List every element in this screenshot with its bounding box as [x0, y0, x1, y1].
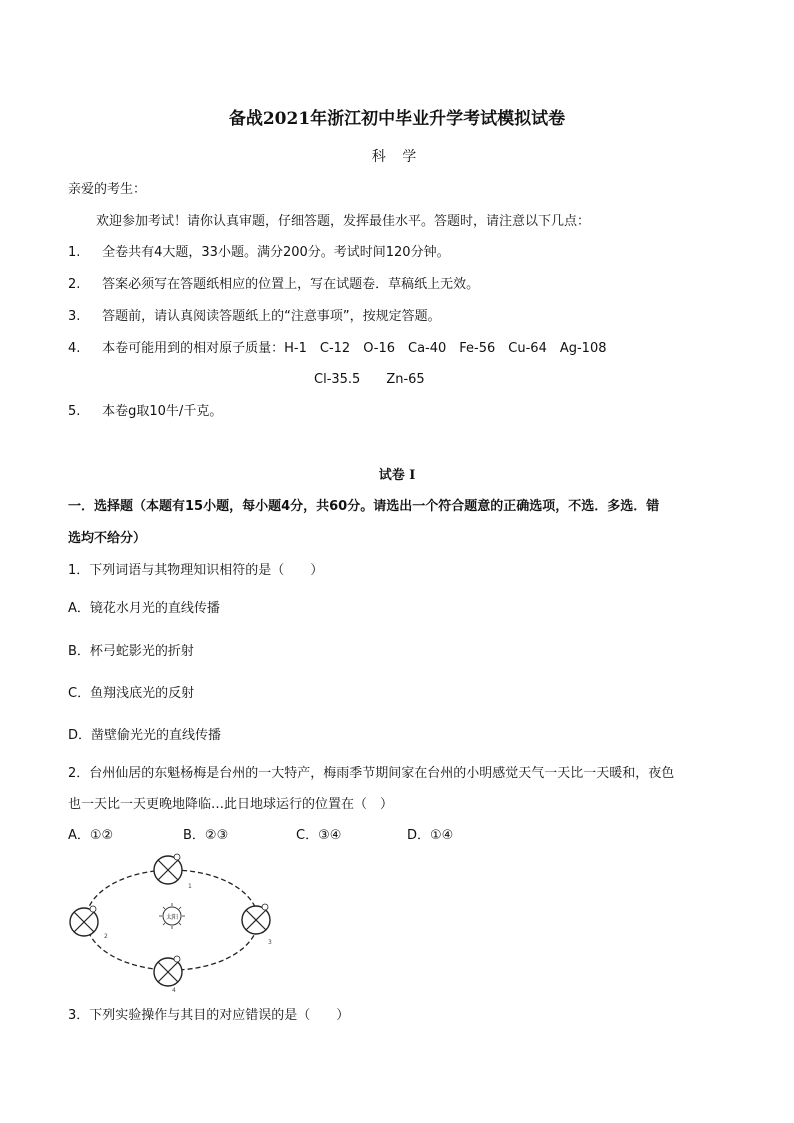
rule-number: 3.: [68, 309, 81, 324]
question-1-option-a: A．镜花水月光的直线传播: [68, 601, 220, 616]
rule-item: [68, 337, 607, 356]
rule-4-continuation: Cl-35.5 Zn-65: [314, 372, 425, 387]
rule-item: [68, 241, 450, 260]
question-3-stem: 3．下列实验操作与其目的对应错误的是（ ）: [68, 1008, 350, 1023]
sun-label: 太阳: [165, 914, 179, 921]
question-2-stem-line2: 也一天比一天更晚地降临…此日地球运行的位置在（ ）: [68, 797, 394, 812]
question-2-option-b: B．②③: [183, 828, 229, 843]
subject-label: 科 学: [371, 149, 423, 165]
question-2-stem-line1: 2．台州仙居的东魁杨梅是台州的一大特产，梅雨季节期间家在台州的小明感觉天气一天比一天暖和，夜色: [68, 766, 675, 781]
question-1-option-c: C．鱼翔浅底光的反射: [68, 686, 195, 701]
question-1-option-d: D．凿壁偷光光的直线传播: [68, 728, 222, 743]
earth-icon: [154, 854, 182, 884]
question-1-stem: 1．下列词语与其物理知识相符的是（ ）: [68, 563, 324, 578]
position-label: 2: [104, 933, 108, 940]
earth-icon: [154, 956, 182, 986]
position-label: 4: [172, 987, 176, 994]
rule-text: 本卷g取10牛/千克。: [102, 404, 223, 419]
rule-number: 1.: [68, 245, 81, 260]
exam-title: 备战2021年浙江初中毕业升学考试模拟试卷: [228, 109, 566, 129]
question-2-option-d: D．①④: [407, 828, 454, 843]
question-2-option-c: C．③④: [296, 828, 342, 843]
rule-text: 答题前，请认真阅读答题纸上的“注意事项”，按规定答题。: [102, 309, 441, 324]
rule-number: 2.: [68, 277, 81, 292]
paper-label: 试卷 I: [378, 468, 416, 483]
rule-text: 本卷可能用到的相对原子质量：H-1 C-12 O-16 Ca-40 Fe-56 Cu-64 Ag-108: [102, 341, 607, 356]
sun-icon: [159, 903, 185, 929]
rule-number: 4.: [68, 341, 81, 356]
earth-icon: [70, 906, 98, 936]
rule-text: 答案必须写在答题纸相应的位置上，写在试题卷．草稿纸上无效。: [102, 277, 480, 292]
rule-item: [68, 273, 479, 292]
greeting: 亲爱的考生：: [68, 182, 147, 197]
question-2-option-a: A．①②: [68, 828, 114, 843]
rule-item: [68, 305, 441, 324]
welcome-text: 欢迎参加考试！请你认真审题，仔细答题，发挥最佳水平。答题时，请注意以下几点：: [96, 214, 591, 229]
rule-item: [68, 400, 222, 419]
position-label: 3: [268, 939, 272, 946]
rule-text: 全卷共有4大题，33小题。满分200分。考试时间120分钟。: [102, 245, 450, 260]
earth-orbit-figure: [60, 848, 300, 996]
section-heading-line2: 选均不给分）: [68, 531, 147, 546]
earth-icon: [242, 904, 270, 934]
rule-number: 5.: [68, 404, 81, 419]
section-heading-line1: 一．选择题（本题有15小题，每小题4分，共60分。请选出一个符合题意的正确选项，不选．多选．错: [68, 499, 660, 514]
position-label: 1: [188, 883, 192, 890]
question-1-option-b: B．杯弓蛇影光的折射: [68, 644, 194, 659]
